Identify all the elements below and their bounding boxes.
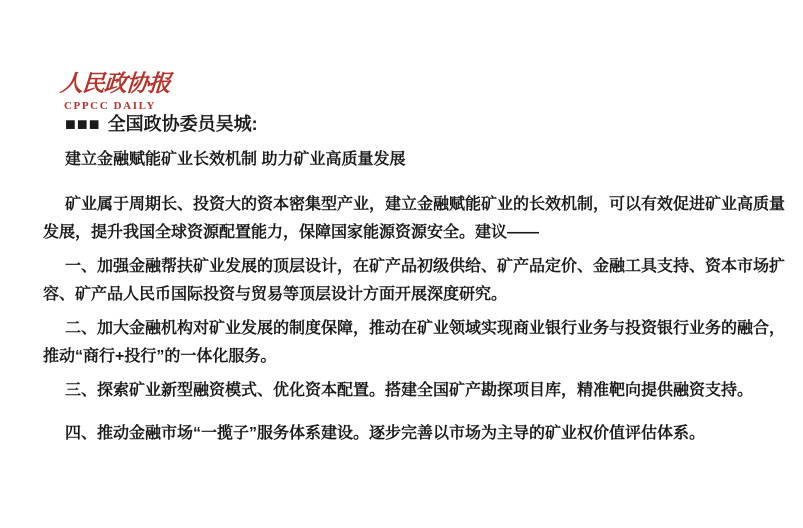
article-paragraph [43,377,788,405]
paragraph-line: 二、加大金融机构对矿业发展的制度保障，推动在矿业领域实现商业银行业务与投资银行业务的融合， [65,320,786,337]
article-body [43,191,788,454]
byline-text: 全国政协委员吴城: [107,114,258,134]
article-paragraph [43,420,788,448]
paragraph-line: 一、加强金融帮扶矿业发展的顶层设计，在矿产品初级供给、矿产品定价、金融工具支持、资本市场扩 [65,258,786,275]
article-title: 建立金融赋能矿业长效机制 助力矿业高质量发展 [65,151,406,168]
paragraph-line: 推动“商行+投行”的一体化服务。 [43,348,277,365]
article-paragraph [43,191,788,247]
paragraph-line: 容、矿产品人民币国际投资与贸易等顶层设计方面开展深度研究。 [43,286,508,303]
paragraph-line: 矿业属于周期长、投资大的资本密集型产业，建立金融赋能矿业的长效机制，可以有效促进矿业高质量 [65,196,786,213]
paragraph-line: 四、推动金融市场“一揽子”服务体系建设。逐步完善以市场为主导的矿业权价值评估体系。 [65,425,706,442]
paragraph-line: 三、探索矿业新型融资模式、优化资本配置。搭建全国矿产勘探项目库，精准靶向提供融资支持。 [65,382,754,399]
article-paragraph [43,253,788,309]
article-paragraph [43,315,788,371]
cppcc-daily-logo: 人民政协报 [59,71,171,96]
byline [65,112,258,136]
cppcc-daily-logo-subtext: CPPCC DAILY [64,100,157,112]
byline-squares-icon: ■■■ [65,114,101,134]
paragraph-line: 发展，提升我国全球资源配置能力，保障国家能源资源安全。建议—— [43,224,540,241]
